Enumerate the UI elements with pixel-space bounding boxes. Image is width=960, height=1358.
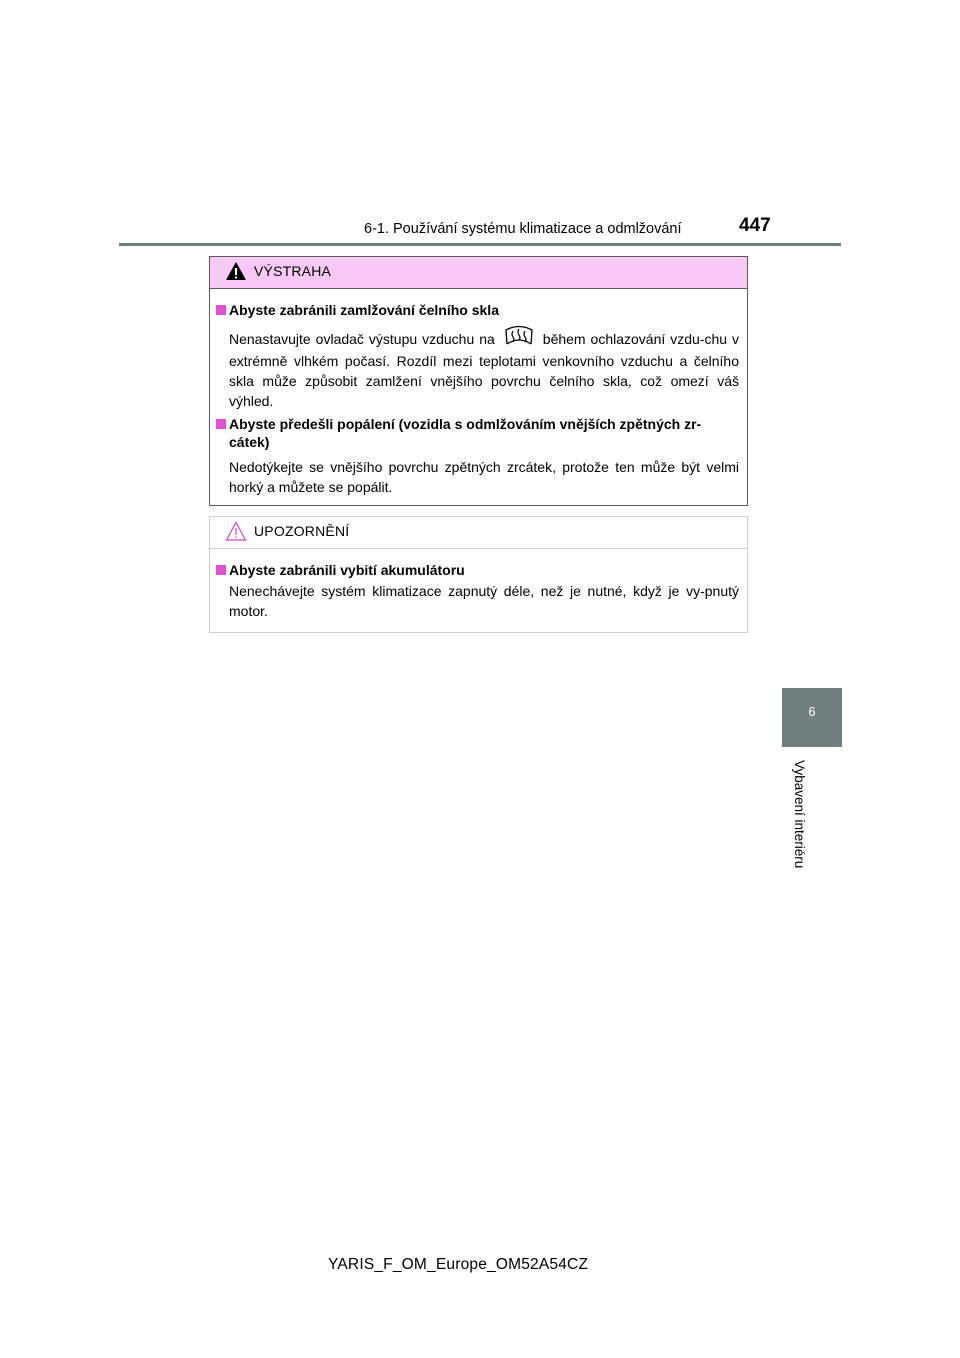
warning-triangle-icon	[225, 261, 247, 286]
warning-box-header	[210, 257, 747, 289]
bullet-square-icon	[216, 305, 226, 315]
chapter-side-label: Vybavení interiéru	[792, 760, 807, 869]
warning-item-text: Nedotýkejte se vnějšího povrchu zpětných zrcátek, protože ten může být velmi horký a můžete se popálit.	[229, 458, 739, 495]
chapter-section-title: 6-1. Používání systému klimatizace a odmlžování	[364, 221, 682, 237]
caution-item-text: Nenechávejte systém klimatizace zapnutý déle, než je nutné, když je vy-pnutý motor.	[229, 583, 739, 619]
document-code: YARIS_F_OM_Europe_OM52A54CZ	[328, 1256, 589, 1273]
warning-label: VÝSTRAHA	[254, 263, 332, 279]
warning-item-text: Nenastavujte ovladač výstupu vzduchu na během ochlazování vzdu-chu v extrémně vlhkém počasí. Rozdíl mezi teplotami venkovního vzduchu a čelního skla může způsobit zamlžení vnějšího povrchu čelního skla, což omezí váš výhled.	[216, 329, 739, 411]
caution-box	[209, 516, 748, 633]
caution-triangle-icon	[225, 521, 247, 546]
warning-item-heading: Abyste předešli popálení (vozidla s odmlžováním vnějších zpětných zr-cátek)	[216, 415, 739, 451]
caution-item-heading: Abyste zabránili vybití akumulátoru	[216, 561, 739, 579]
bullet-square-icon	[216, 565, 226, 575]
warning-item-heading: Abyste zabránili zamlžování čelního skla	[216, 301, 739, 319]
warning-box	[209, 256, 748, 506]
chapter-number: 6	[808, 704, 816, 719]
caution-label: UPOZORNĚNÍ	[254, 523, 350, 539]
page-number: 447	[739, 215, 771, 236]
chapter-tab[interactable]	[782, 688, 842, 747]
header-divider	[119, 243, 841, 246]
windshield-defroster-icon	[505, 324, 533, 351]
caution-box-header	[210, 517, 747, 549]
bullet-square-icon	[216, 419, 226, 429]
